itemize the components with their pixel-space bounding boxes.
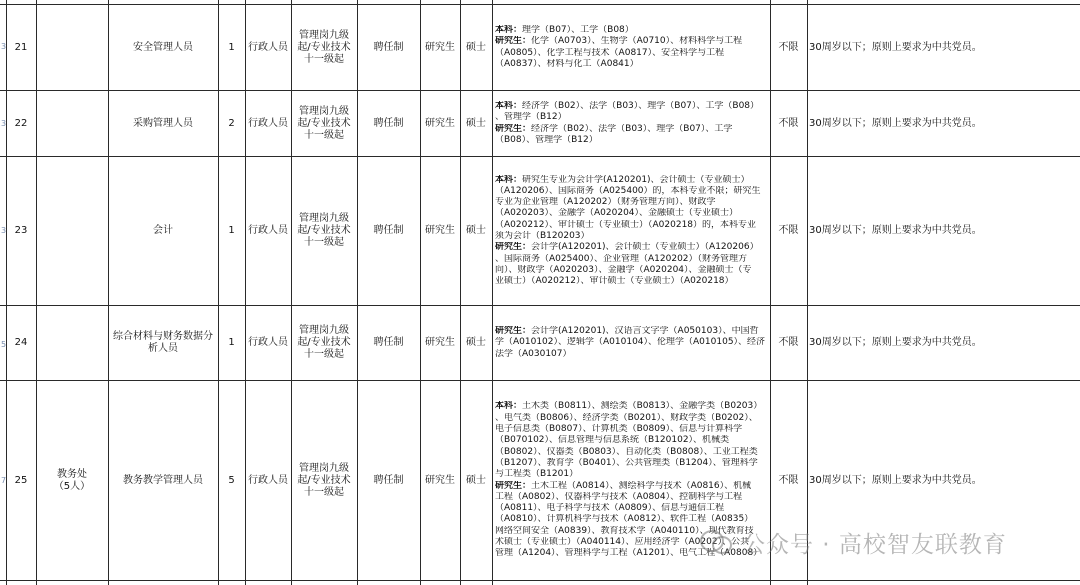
- req-line: 本科：经济学（B02）、法学（B03）、理学（B07）、工学（B08）: [495, 100, 760, 111]
- age-requirement: 不限: [778, 117, 799, 129]
- req-line: 、电气类（B0806）、经济学类（B0201）、财政学类（B0202）、: [495, 412, 758, 423]
- education: 研究生: [425, 41, 455, 53]
- req-line: （A0837）、材料与化工（A0841）: [495, 58, 639, 69]
- post-level: 管理岗九级起/专业技术十一级起: [297, 462, 351, 498]
- degree: 硕士: [466, 117, 486, 129]
- row-number: 23: [14, 225, 28, 236]
- req-line: 研究生：会计学(A120201)、会计硕士（专业硕士）（A120206）: [495, 242, 759, 253]
- staff-category: 行政人员: [248, 474, 288, 486]
- major-requirements: [492, 157, 770, 305]
- education: 研究生: [425, 337, 455, 348]
- headcount: 1: [228, 337, 235, 348]
- req-line: （B08）、管理学（B12）: [495, 134, 598, 145]
- degree: 硕士: [466, 41, 486, 53]
- req-line: 业硕士）（A020212）、审计硕士（专业硕士）（A020218）: [495, 276, 734, 287]
- req-line: 电子信息类（B0807）、计算机类（B0809）、信息与计算科学: [495, 424, 743, 435]
- req-line: （A0811）、电子科学与技术（A0809）、信息与通信工程: [495, 503, 725, 514]
- staff-category: 行政人员: [248, 41, 288, 53]
- education: 研究生: [425, 474, 455, 486]
- row-number: 22: [14, 117, 28, 129]
- req-line: 学（A010102）、逻辑学（A010104）、伦理学（A010105）、经济: [495, 337, 766, 348]
- position-name: 安全管理人员: [133, 41, 193, 53]
- req-line: （B1207）、教育学（B0401）、公共管理类（B1204）、管理科学: [495, 457, 758, 468]
- row-marker: 3: [1, 226, 7, 235]
- degree: 硕士: [466, 474, 486, 486]
- employment-type: 聘任制: [373, 474, 404, 486]
- other-requirements: 30周岁以下；原则上要求为中共党员。: [809, 225, 982, 236]
- req-line: 研究生：经济学（B02）、法学（B03）、理学（B07）、工学: [495, 123, 733, 134]
- row-marker: 7: [1, 476, 7, 485]
- other-requirements: 30周岁以下；原则上要求为中共党员。: [809, 117, 982, 129]
- req-line: 、管理学（B12）: [495, 112, 567, 123]
- staff-category: 行政人员: [248, 337, 288, 348]
- employment-type: 聘任制: [373, 337, 404, 348]
- row-marker: 3: [1, 119, 7, 128]
- req-line: 本科：土木类（B0811）、测绘类（B0813）、金融学类（B0203）: [495, 401, 763, 412]
- req-line: （B070102）、信息管理与信息系统（B120102）、机械类: [495, 435, 730, 446]
- req-line: 工程（A0802）、仪器科学与技术（A0804）、控制科学与工程: [495, 491, 743, 502]
- degree: 硕士: [466, 337, 486, 348]
- staff-category: 行政人员: [248, 117, 288, 129]
- req-line: 与工程类（B1201）: [495, 469, 579, 480]
- post-level: 管理岗九级起/专业技术十一级起: [297, 325, 351, 360]
- row-number: 24: [14, 337, 28, 348]
- other-requirements: 30周岁以下；原则上要求为中共党员。: [809, 474, 982, 486]
- position-name: 采购管理人员: [133, 117, 193, 129]
- major-requirements: [492, 5, 770, 90]
- department: 教务处（5人）: [53, 468, 91, 492]
- req-line: 须为会计（B120203）: [495, 231, 590, 241]
- req-line: 管理（A1204）、管理科学与工程（A1201）、电气工程（A0808）: [495, 548, 763, 559]
- row-number: 21: [14, 41, 28, 53]
- row-number: 25: [14, 474, 28, 486]
- employment-type: 聘任制: [373, 41, 404, 53]
- employment-type: 聘任制: [373, 225, 404, 236]
- req-line: 专业为企业管理（A120202）（财务管理方向）、财政学: [495, 197, 716, 208]
- major-requirements: [492, 381, 770, 580]
- watermark-text: 公众号 · 高校智友联教育: [742, 531, 1007, 558]
- position-name: 教务教学管理人员: [123, 474, 203, 486]
- post-level: 管理岗九级起/专业技术十一级起: [297, 105, 351, 141]
- req-line: 研究生：化学（A0703）、生物学（A0710）、材料科学与工程: [495, 36, 743, 47]
- age-requirement: 不限: [778, 474, 799, 486]
- req-line: （A0810）、计算机科学与技术（A0812）、软件工程（A0835）: [495, 514, 754, 525]
- age-requirement: 不限: [778, 41, 799, 53]
- headcount: 2: [228, 117, 235, 129]
- req-line: 网络空间安全（A0839）、教育技术学（A040110）、现代教育技: [495, 525, 754, 536]
- age-requirement: 不限: [778, 337, 799, 348]
- row-marker: 5: [1, 340, 7, 349]
- major-requirements: [492, 306, 770, 380]
- headcount: 1: [228, 225, 235, 236]
- req-line: （A0805）、化学工程与技术（A0817）、安全科学与工程: [495, 47, 725, 58]
- age-requirement: 不限: [778, 225, 799, 236]
- post-level: 管理岗九级起/专业技术十一级起: [297, 213, 351, 248]
- row-marker: 3: [1, 42, 7, 51]
- degree: 硕士: [466, 225, 486, 236]
- headcount: 1: [228, 41, 235, 53]
- req-line: （A020203）、金融学（A020204）、金融硕士（专业硕士）: [495, 208, 739, 219]
- req-line: （B0802）、仪器类（B0803）、自动化类（B0808）、工业工程类: [495, 446, 758, 457]
- education: 研究生: [425, 117, 455, 129]
- education: 研究生: [425, 225, 455, 236]
- req-line: 研究生：会计学(A120201)、汉语言文字学（A050103）、中国哲: [495, 326, 759, 337]
- post-level: 管理岗九级起/专业技术十一级起: [297, 29, 351, 65]
- req-line: 术硕士（专业硕士）（A040114）、应用经济学（A0202）、公共: [495, 536, 750, 547]
- req-line: 本科：研究生专业为会计学(A120201)、会计硕士（专业硕士）: [495, 174, 750, 185]
- position-name: 会计: [153, 225, 173, 236]
- headcount: 5: [228, 474, 235, 486]
- major-requirements: [492, 91, 770, 156]
- req-line: 向）、财政学（A020203）、金融学（A020204）、金融硕士（专: [495, 264, 752, 275]
- staff-category: 行政人员: [248, 225, 288, 236]
- position-name: 综合材料与财务数据分析人员: [113, 331, 213, 354]
- req-line: 、国际商务（A025400）、企业管理（A120202）（财务管理方: [495, 253, 748, 264]
- other-requirements: 30周岁以下；原则上要求为中共党员。: [809, 41, 982, 53]
- req-line: 研究生：土木工程（A0814）、测绘科学与技术（A0816）、机械: [495, 480, 752, 491]
- req-line: （A020212）、审计硕士（专业硕士）（A020218）的，本科专业: [495, 219, 757, 230]
- row-border: [0, 580, 1080, 581]
- req-line: 本科：理学（B07）、工学（B08）: [495, 24, 634, 35]
- req-line: 法学（A030107）: [495, 348, 572, 359]
- other-requirements: 30周岁以下；原则上要求为中共党员。: [809, 337, 982, 348]
- employment-type: 聘任制: [373, 117, 404, 129]
- req-line: （A120206）、国际商务（A025400）的，本科专业不限；研究生: [495, 185, 761, 196]
